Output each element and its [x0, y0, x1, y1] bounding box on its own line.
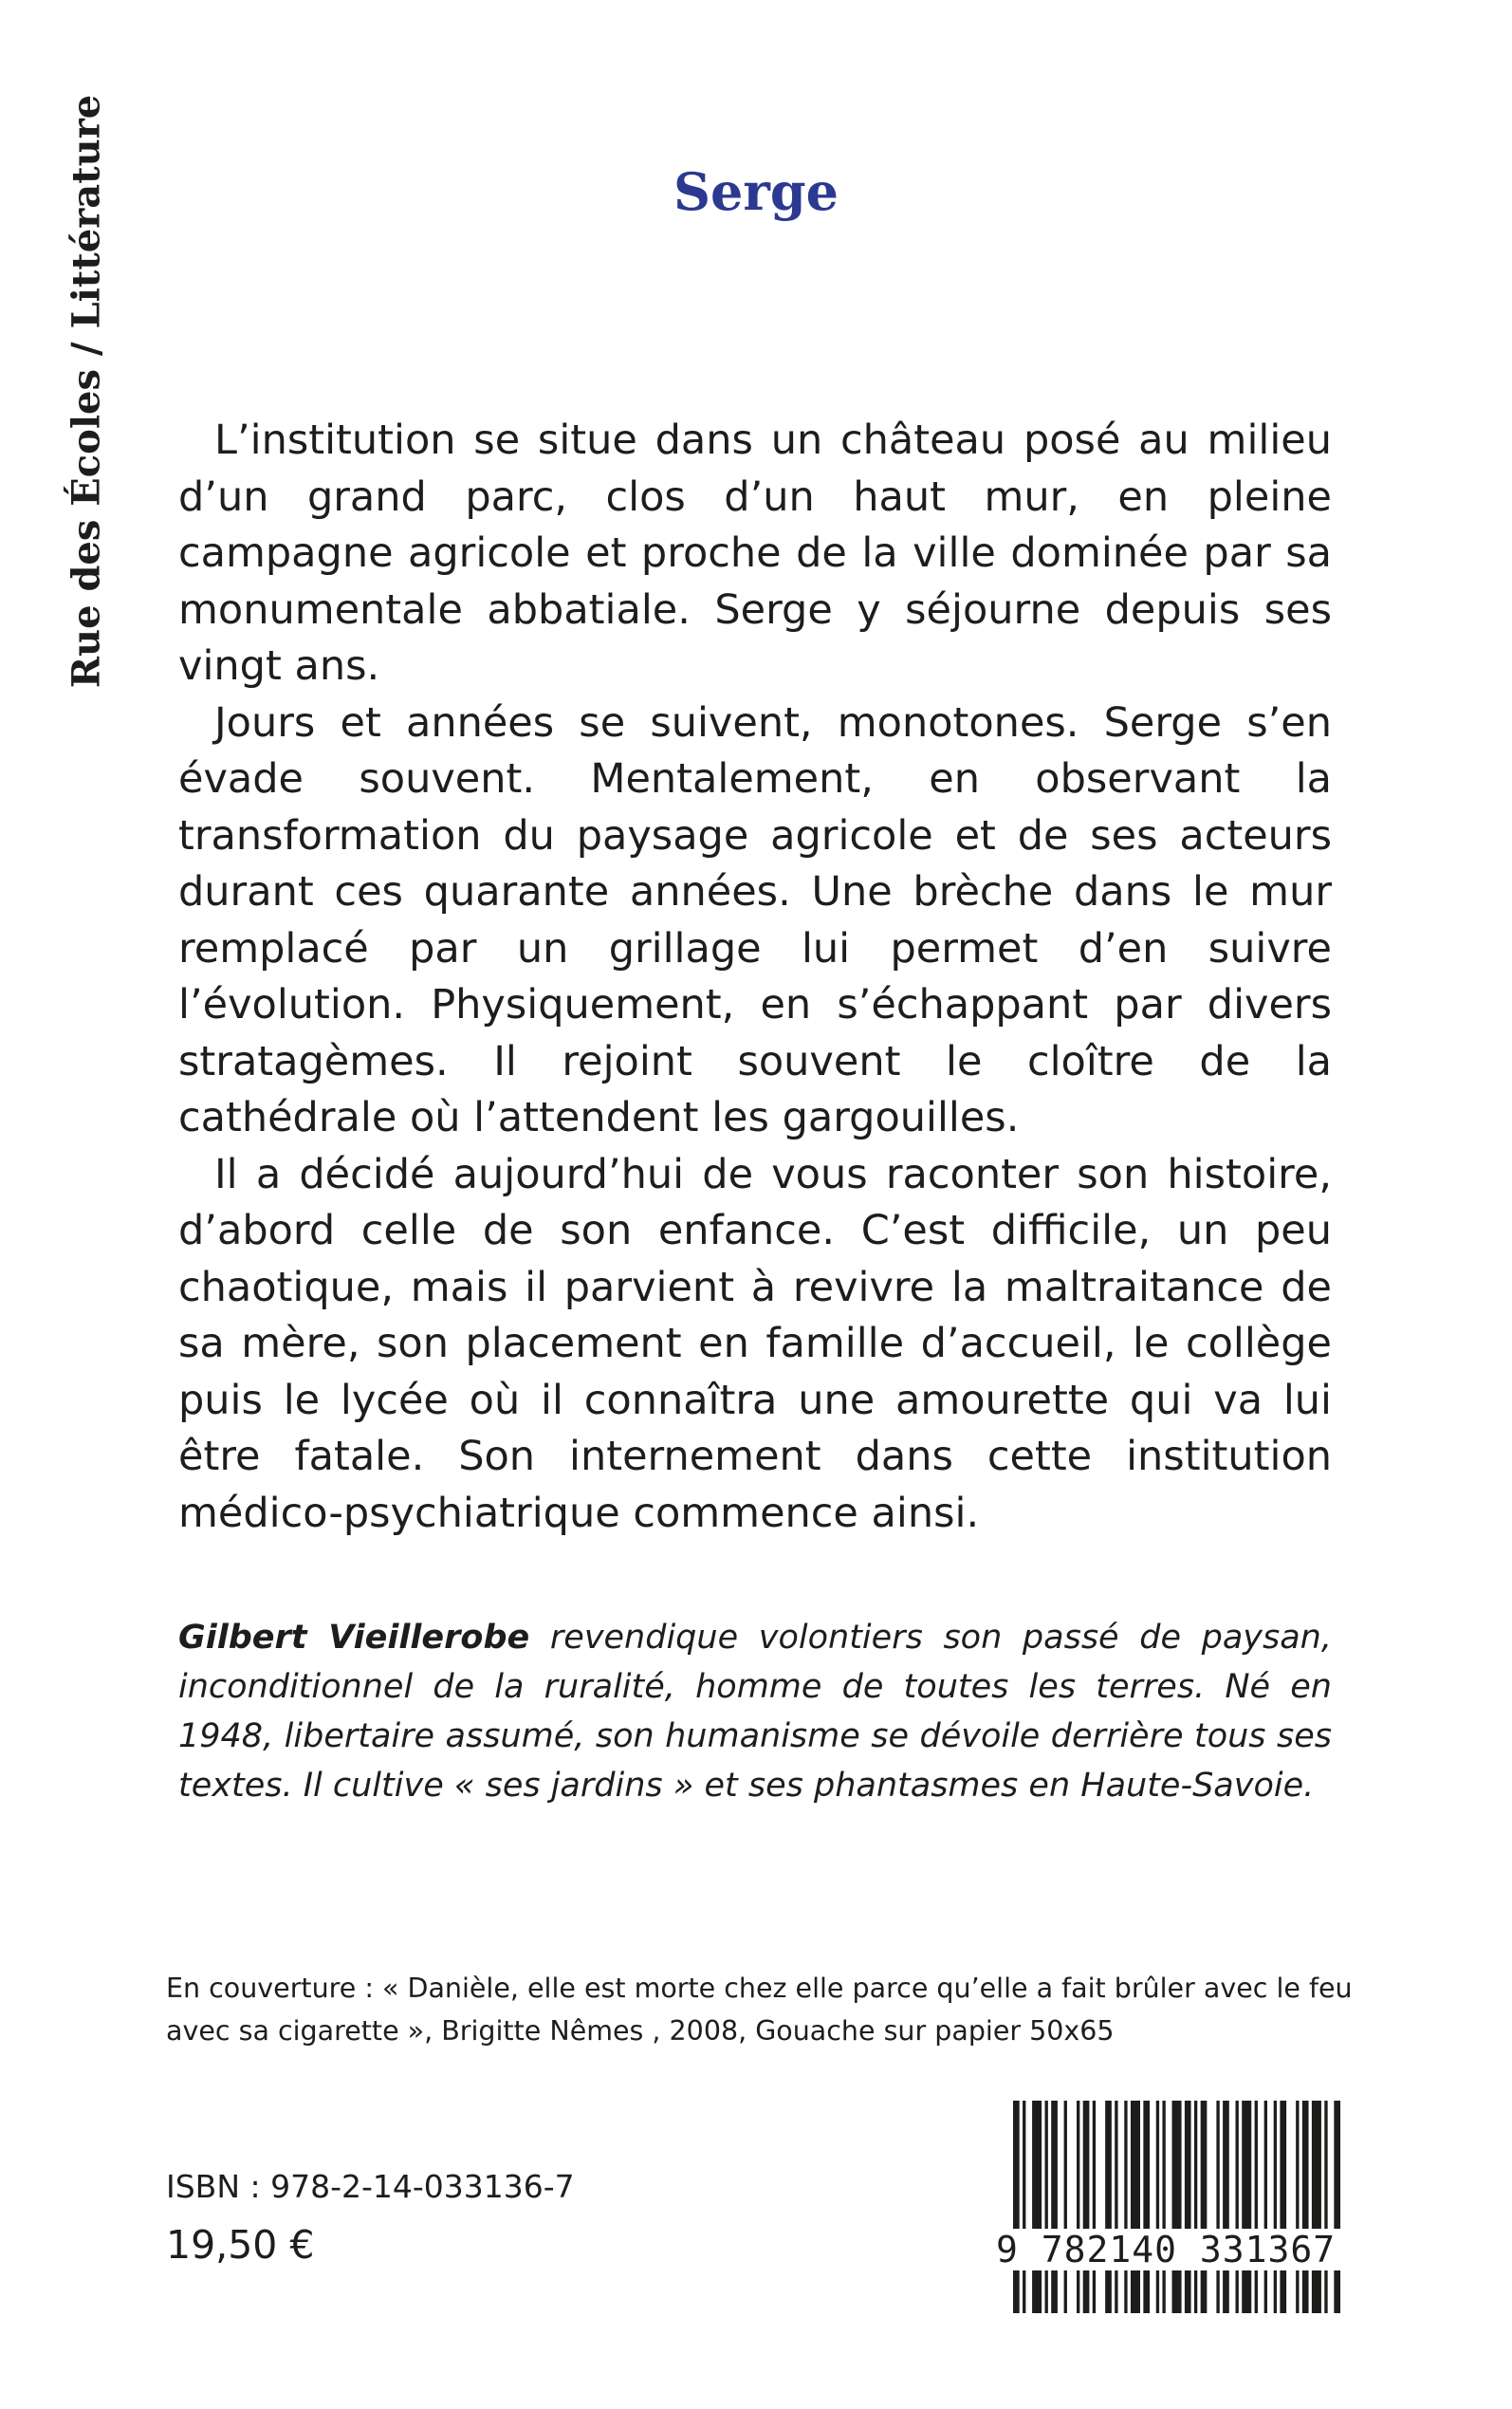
barcode-bar	[1124, 2101, 1127, 2313]
collection-name: Rue des Écoles / Littérature	[64, 94, 109, 688]
barcode-bar	[1324, 2101, 1327, 2313]
isbn: ISBN : 978-2-14-033136-7	[166, 2168, 575, 2205]
barcode-bar	[1023, 2101, 1025, 2313]
summary-paragraph: Il a décidé aujourd’hui de vous raconter son histoire, d’abord celle de son enfance. C’est difficile, un peu chaotique, mais il parvient à revivre la maltraitance de sa mère, son placement en famille d’accueil, le collège puis le lycée où il connaîtra une amourette qui va lui être fatale. Son internement dans cette institution médico-psychiatrique commence ainsi.	[178, 1150, 1332, 1537]
barcode	[1005, 2101, 1347, 2313]
back-cover-summary	[178, 413, 1332, 1542]
barcode-bar	[1296, 2101, 1299, 2313]
barcode-bar	[1045, 2101, 1048, 2313]
barcode-bar	[1264, 2101, 1267, 2313]
barcode-bar	[1334, 2101, 1340, 2313]
barcode-bar	[1077, 2101, 1079, 2313]
book-title: Serge	[673, 161, 839, 222]
barcode-bar	[1194, 2101, 1197, 2313]
barcode-bar	[1032, 2101, 1042, 2313]
author-bio-text: revendique volontiers son passé de paysan, inconditionnel de la ruralité, homme de toutes les terres. Né en 1948, libertaire assumé, son humanisme se dévoile derrière tous ses textes. Il cultive « ses jardins » et ses phantasmes en Haute-Savoie.	[178, 1619, 1332, 1805]
barcode-bar	[1236, 2101, 1239, 2313]
barcode-bar	[1115, 2101, 1117, 2313]
barcode-bar	[1093, 2101, 1096, 2313]
author-name: Gilbert Vieillerobe	[178, 1619, 530, 1657]
barcode-bar	[1201, 2101, 1208, 2313]
barcode-bar	[1105, 2101, 1112, 2313]
barcode-bar	[1274, 2101, 1277, 2313]
author-bio	[178, 1613, 1332, 1810]
cover-credit: En couverture : « Danièle, elle est morte chez elle parce qu’elle a fait brûler avec le feu avec sa cigarette », Brigitte Nêmes , 2008, Gouache sur papier 50x65	[166, 1973, 1353, 2047]
barcode-bar	[1156, 2101, 1159, 2313]
barcode-bar	[1312, 2101, 1321, 2313]
barcode-bar	[1185, 2101, 1191, 2313]
barcode-bar	[1013, 2101, 1020, 2313]
summary-paragraph: L’institution se situe dans un château posé au milieu d’un grand parc, clos d’un haut mur, en pleine campagne agricole et proche de la ville dominée par sa monumentale abbatiale. Serge y séjourne depuis ses vingt ans.	[178, 417, 1332, 690]
price: 19,50 €	[166, 2222, 315, 2268]
barcode-bar	[1302, 2101, 1309, 2313]
barcode-bar	[1216, 2101, 1219, 2313]
barcode-bars-icon	[1005, 2101, 1347, 2313]
barcode-bar	[1280, 2101, 1286, 2313]
barcode-bar	[1143, 2101, 1150, 2313]
barcode-bar	[1051, 2101, 1058, 2313]
barcode-bar	[1242, 2101, 1251, 2313]
barcode-bar	[1083, 2101, 1090, 2313]
barcode-bar	[1131, 2101, 1140, 2313]
barcode-bar	[1162, 2101, 1165, 2313]
barcode-bar	[1223, 2101, 1229, 2313]
summary-paragraph: Jours et années se suivent, monotones. Serge s’en évade souvent. Mentalement, en observant la transformation du paysage agricole et de ses acteurs durant ces quarante années. Une brèche dans le mur remplacé par un grillage lui permet d’en suivre l’évolution. Physiquement, en s’échappant par divers stratagèmes. Il rejoint souvent le cloître de la cathédrale où l’attendent les gargouilles.	[178, 698, 1332, 1141]
barcode-bar	[1172, 2101, 1182, 2313]
barcode-bar	[1064, 2101, 1067, 2313]
barcode-bar	[1255, 2101, 1258, 2313]
barcode-digits: 9 782140 331367	[996, 2229, 1356, 2270]
